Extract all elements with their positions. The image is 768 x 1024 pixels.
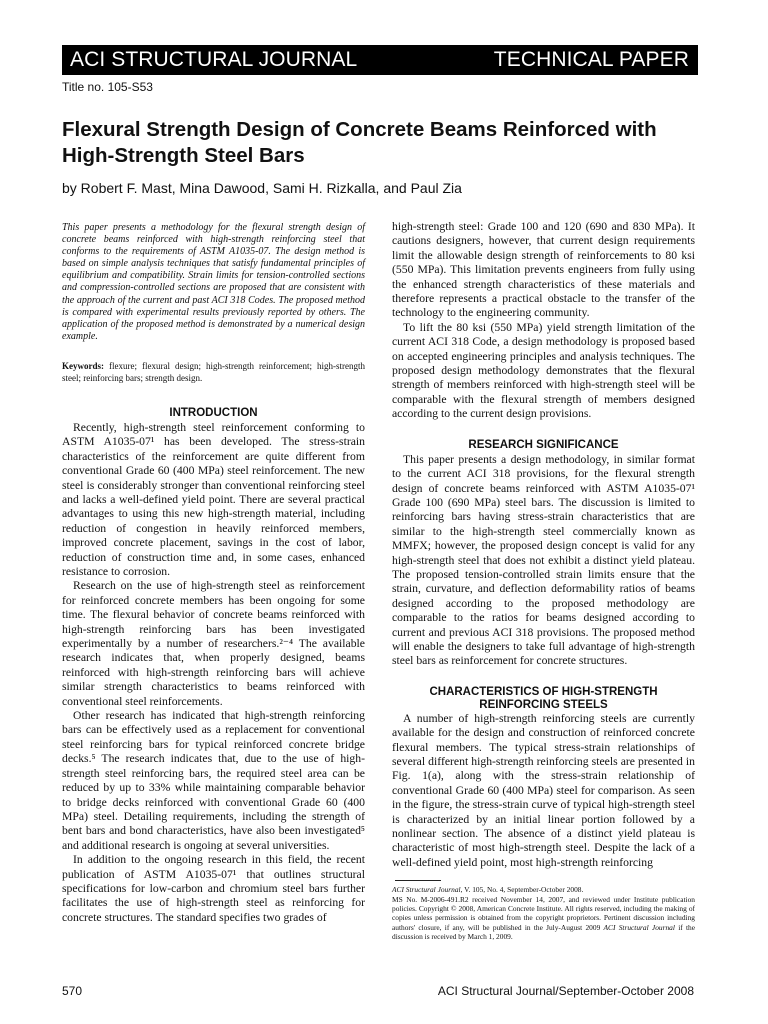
- introduction-paragraph: Recently, high-strength steel reinforcement conforming to ASTM A1035-07¹ has been developed. The stress-strain characteristics of the reinforcement are quite different from conventional Grade 60 (400 MPa) steel reinforcement. The new steel is considerably stronger than conventional reinforcing steel and lacks a well-defined yield point. There are several practical advantages to using this new high-strength material, including reduction of congestion in heavily reinforced members, improved concrete placement, savings in the cost of labor, reduction of construction time and, in some cases, enhanced resistance to corrosion.: [62, 420, 365, 578]
- footnote-journal-name: ACI Structural Journal: [603, 922, 675, 932]
- paper-title: Flexural Strength Design of Concrete Beams Reinforced with High-Strength Steel Bars: [62, 118, 657, 167]
- introduction-paragraph: Other research has indicated that high-strength reinforcing bars can be effectively used as a replacement for conventional steel reinforcing bars for typical reinforced concrete bridge decks.⁵ The research indicates that, due to the use of high-strength steel reinforcing bars, the required steel area can be reduced by up to 33% while maintaining comparable behavior to bridge decks reinforced with conventional Grade 60 (400 MPa) steel. Detailing requirements, including the strength of bent bars and bond characteristics, have also been investigated⁵ and additional research is ongoing at several universities.: [62, 709, 365, 852]
- abstract: This paper presents a methodology for the flexural strength design of concrete beams reinforced with high-strength reinforcing steel that conforms to the requirements of ASTM A1035-07. The design method is based on simple analysis techniques that satisfy fundamental principles of equilibrium and compatibility. Strain limits for tension-controlled sections and compression-controlled sections are proposed that are consistent with the approach of the current and past ACI 318 Codes. The proposed method is compared with experimental results previously reported by others. The application of the proposed method is demonstrated by a numerical design example.: [62, 222, 365, 342]
- page-number: 570: [62, 984, 83, 998]
- characteristics-heading: [392, 686, 695, 712]
- characteristics-paragraph: A number of high-strength reinforcing steels are currently available for the design and construction of reinforced concrete flexural members. The typical stress-strain relationships of several different high-strength reinforcing steels are presented in Fig. 1(a), along with the stress-strain relationship of conventional Grade 60 (400 MPa) steel for comparison. As seen in the figure, the stress-strain curve of typical high-strength steel is characterized by an initial linear portion followed by a nonlinear section. The absence of a distinct yield plateau is characteristic of most high-strength steel. Despite the lack of a well-defined yield point, most high-strength reinforcing: [392, 711, 695, 869]
- author-list: by Robert F. Mast, Mina Dawood, Sami H. Rizkalla, and Paul Zia: [62, 180, 462, 196]
- left-column: [62, 222, 365, 925]
- introduction-paragraph: In addition to the ongoing research in this field, the recent publication of ASTM A1035-07¹ that outlines structural specifications for low-carbon and chromium steel bars further facilitates the use of high-strength steel as reinforcing for concrete structures. The standard specifies two grades of: [62, 853, 365, 924]
- journal-banner: [62, 45, 698, 75]
- keywords-text: flexure; flexural design; high-strength reinforcement; high-strength steel; reinforcing bars; strength design.: [62, 360, 365, 383]
- introduction-paragraph: high-strength steel: Grade 100 and 120 (690 and 830 MPa). It cautions designers, however, that current design requirements limit the allowable design strength of reinforcements to 80 ksi (550 MPa). This limitation prevents engineers from fully using the enhanced strength characteristics of these materials and therefore represents a practical obstacle to the transfer of the technology to the engineering community.: [392, 220, 695, 320]
- right-column: [392, 220, 695, 942]
- footnote-text: if the discussion is received by March 1, 2009.: [392, 922, 695, 942]
- research-significance-paragraph: This paper presents a design methodology, in similar format to the current ACI 318 provisions, for the flexural strength design of concrete beams reinforced with ASTM A1035-07¹ Grade 100 (690 MPa) steel bars. The discussion is limited to reinforcing bars having stress-strain characteristics that are similar to the high-strength steel commercially known as MMFX; however, the proposed design concept is valid for any high-strength steel that does not exhibit a distinct yield plateau. The proposed tension-controlled strain limits ensure that the strain, curvature, and deflection deformability ratios of beams designed according to the proposed methodology are comparable to the ratios for beams designed according to current and previous ACI 318 provisions. The proposed method will enable the designers to take full advantage of high-strength steel bars as reinforcement for concrete structures.: [392, 452, 695, 668]
- research-significance-heading: RESEARCH SIGNIFICANCE: [468, 438, 619, 451]
- footnote-divider: [395, 880, 441, 881]
- footnote-text: MS No. M-2006-491.R2 received November 14, 2007, and reviewed under Institute publication policies. Copyright © 2008, American Concrete Institute. All rights reserved, including the making of copies unless permission is obtained from the copyright proprietors. Pertinent discussion including authors' closure, if any, will be published in the July-August 2009: [392, 894, 695, 932]
- characteristics-heading-line: CHARACTERISTICS OF HIGH-STRENGTH: [429, 685, 658, 698]
- introduction-paragraph: To lift the 80 ksi (550 MPa) yield strength limitation of the current ACI 318 Code, a design methodology is proposed based on accepted engineering principles and analysis techniques. The proposed design methodology demonstrates that the flexural strength of members reinforced with high-strength steel will be comparable with the flexural strength of members designed according to the current design provisions.: [392, 320, 695, 421]
- introduction-paragraph: Research on the use of high-strength steel as reinforcement for reinforced concrete members has been ongoing for some time. The flexural behavior of concrete beams reinforced with high-strength reinforcing bars has been investigated experimentally by a number of researchers.²⁻⁴ The available research indicates that, when properly designed, beams reinforced with high-strength reinforcing bars will achieve similar strength characteristics to beams reinforced with conventional steel reinforcements.: [62, 579, 365, 708]
- keywords-label: Keywords:: [62, 360, 104, 371]
- introduction-heading: INTRODUCTION: [169, 406, 258, 419]
- journal-issue: ACI Structural Journal/September-October 2008: [437, 984, 694, 998]
- journal-name: ACI STRUCTURAL JOURNAL: [70, 48, 358, 71]
- characteristics-heading-line: REINFORCING STEELS: [479, 698, 608, 711]
- footnote-journal-name: ACI Structural Journal: [392, 885, 461, 895]
- footnote: [392, 885, 695, 941]
- keywords: [62, 360, 365, 384]
- paper-type: TECHNICAL PAPER: [493, 48, 689, 71]
- title-number: Title no. 105-S53: [62, 80, 153, 94]
- footnote-text: , V. 105, No. 4, September-October 2008.: [460, 885, 584, 895]
